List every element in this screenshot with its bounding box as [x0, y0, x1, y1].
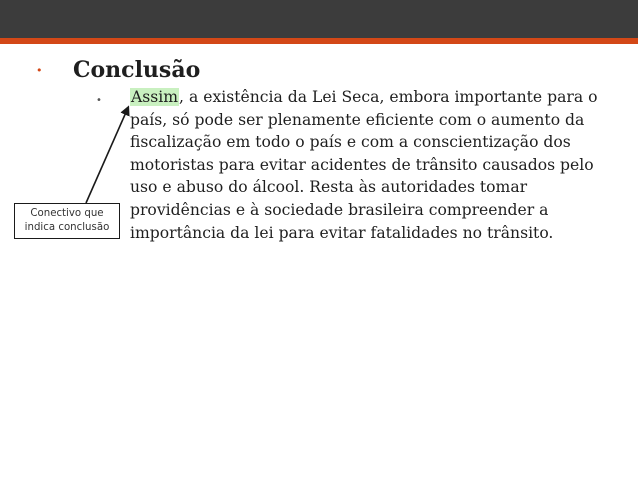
top-bar: [0, 0, 638, 44]
paragraph-text: , a existência da Lei Seca, embora importante para o país, só pode ser plenamente eficiente com o aumento da fiscalização em todo o país e com a conscientização dos motoristas para evitar acidentes de trânsito causados pelo uso e abuso do álcool. Resta às autoridades tomar providências e à sociedade brasileira compreender a importância da lei para evitar fatalidades no trânsito.: [130, 88, 598, 242]
top-bar-dark-band: [0, 0, 638, 38]
top-bar-accent-stripe: [0, 38, 638, 44]
callout-line-2: indica conclusão: [24, 222, 110, 233]
main-bullet: •: [36, 64, 43, 77]
highlighted-connective: Assim: [131, 88, 179, 106]
callout-line-1: Conectivo que: [30, 208, 104, 219]
conclusion-paragraph: [130, 86, 610, 244]
slide-heading: Conclusão: [73, 57, 201, 83]
arrow-line: [86, 110, 127, 203]
callout-box: [14, 203, 120, 239]
sub-bullet: •: [96, 95, 102, 106]
